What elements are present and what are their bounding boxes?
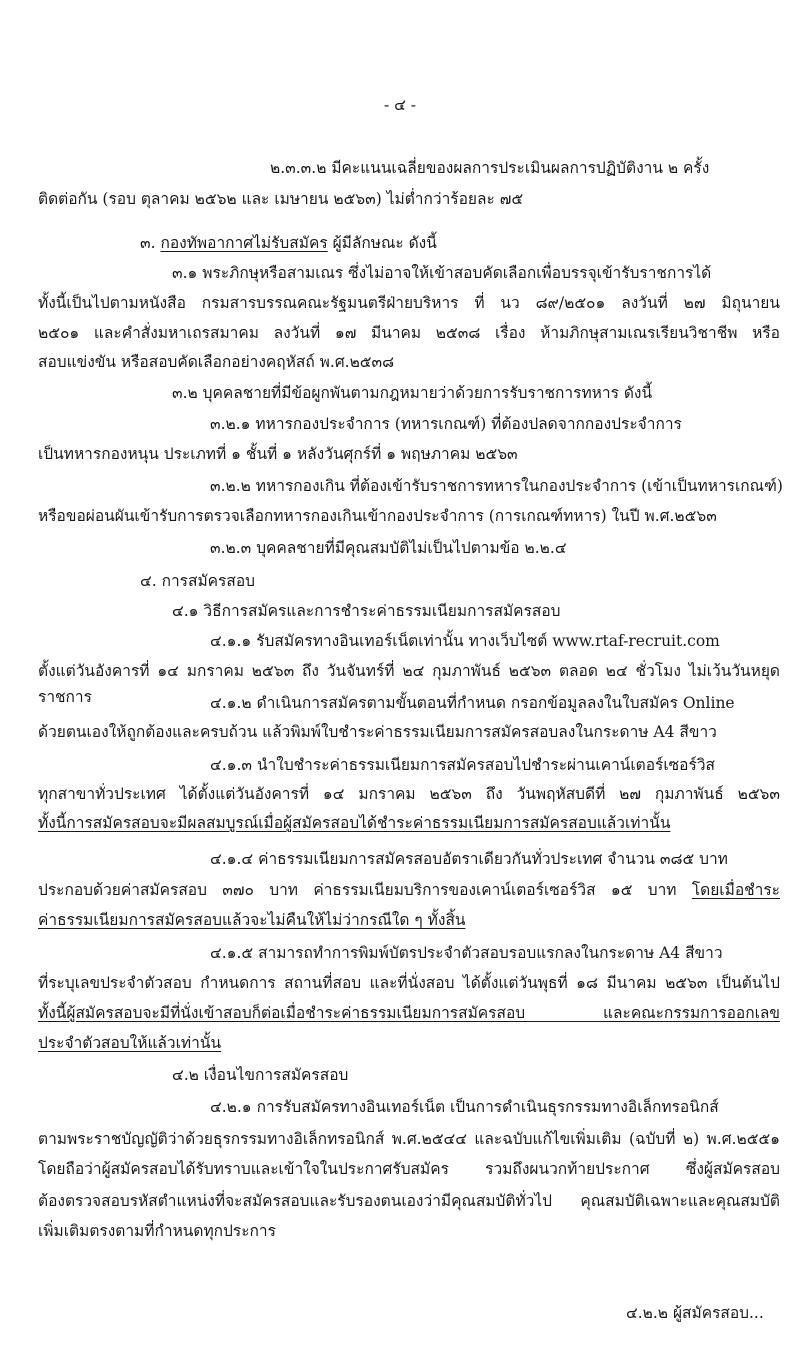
clause-3-1-line-3: ๒๕๐๑ และคำสั่งมหาเถรสมาคม ลงวันที่ ๑๗ มีนาคม ๒๕๓๘ เรื่อง ห้ามภิกษุสามเณรเรียนวิชาชีพ หรือ [38,324,780,342]
clause-4-1-2-line-2: ด้วยตนเองให้ถูกต้องและครบถ้วน แล้วพิมพ์ใบชำระค่าธรรมเนียมการสมัครสอบลงในกระดาษ A4 สีขาว [38,723,717,741]
clause-4-2-1-line-4: ต้องตรวจสอบรหัสตำแหน่งที่จะสมัครสอบและรับรองตนเองว่ามีคุณสมบัติทั่วไป คุณสมบัติเฉพาะและคุณสมบัติ [38,1192,780,1210]
continuation-marker: ๔.๒.๒ ผู้สมัครสอบ... [626,1304,764,1322]
clause-4-1-5-underlined-line-3: ทั้งนี้ผู้สมัครสอบจะมีที่นั่งเข้าสอบก็ต่อเมื่อชำระค่าธรรมเนียมการสมัครสอบ และคณะกรรมการออกเลข [38,1004,780,1022]
clause-3-2-1-line-1: ๓.๒.๑ ทหารกองประจำการ (ทหารเกณฑ์) ที่ต้องปลดจากกองประจำการ [210,415,682,433]
clause-3-2-3-line-1: ๓.๒.๓ บุคคลชายที่มีคุณสมบัติไม่เป็นไปตามข้อ ๒.๒.๔ [210,539,567,557]
clause-4-1-2-line-1: ๔.๑.๒ ดำเนินการสมัครตามขั้นตอนที่กำหนด กรอกข้อมูลลงในใบสมัคร Online [210,694,735,712]
clause-4-2-1-line-5: เพิ่มเติมตรงตามที่กำหนดทุกประการ [38,1222,276,1240]
section-3-underlined-text: กองทัพอากาศไม่รับสมัคร [160,234,328,252]
clause-3-1-line-1: ๓.๑ พระภิกษุหรือสามเณร ซึ่งไม่อาจให้เข้าสอบคัดเลือกเพื่อบรรจุเข้ารับราชการได้ [172,264,712,282]
section-3-rest: ผู้มีลักษณะ ดังนี้ [327,234,437,252]
clause-4-1-1-line-2: ตั้งแต่วันอังคารที่ ๑๔ มกราคม ๒๕๖๓ ถึง วันจันทร์ที่ ๒๔ กุมภาพันธ์ ๒๕๖๓ ตลอด ๒๔ ชั่วโมง ไม่เว้นวันหยุดราชการ [38,662,780,706]
clause-4-1-3-underlined-note: ทั้งนี้การสมัครสอบจะมีผลสมบูรณ์เมื่อผู้สมัครสอบได้ชำระค่าธรรมเนียมการสมัครสอบแล้วเท่านั้น [38,814,671,832]
section-3-heading [140,230,800,256]
clause-2-3-3-2-line-1: ๒.๓.๓.๒ มีคะแนนเฉลี่ยของผลการประเมินผลการปฏิบัติงาน ๒ ครั้ง [270,159,710,177]
clause-3-2-2-line-1: ๓.๒.๒ ทหารกองเกิน ที่ต้องเข้ารับราชการทหารในกองประจำการ (เข้าเป็นทหารเกณฑ์) [210,477,783,495]
clause-4-2-1-line-2: ตามพระราชบัญญัติว่าด้วยธุรกรรมทางอิเล็กทรอนิกส์ พ.ศ.๒๕๔๔ และฉบับแก้ไขเพิ่มเติม (ฉบับที่ ๒) พ.ศ.๒๕๕๑ [38,1130,780,1148]
clause-3-2-1-line-2: เป็นทหารกองหนุน ประเภทที่ ๑ ชั้นที่ ๑ หลังวันศุกร์ที่ ๑ พฤษภาคม ๒๕๖๓ [38,445,518,463]
clause-4-1-4-fee-text: ประกอบด้วยค่าสมัครสอบ ๓๗๐ บาท ค่าธรรมเนียมบริการของเคาน์เตอร์เซอร์วิส ๑๕ บาท [38,881,692,899]
clause-4-1-5-underlined-line-4: ประจำตัวสอบให้แล้วเท่านั้น [38,1034,222,1052]
page-number: - ๔ - [383,96,417,114]
clause-4-1-4-underlined-end: ค่าธรรมเนียมการสมัครสอบแล้วจะไม่คืนให้ไม่ว่ากรณีใด ๆ ทั้งสิ้น [38,911,466,929]
section-4-heading: ๔. การสมัครสอบ [140,572,255,590]
clause-4-1-3-line-2: ทุกสาขาทั่วประเทศ ได้ตั้งแต่วันอังคารที่ ๑๔ มกราคม ๒๕๖๓ ถึง วันพฤหัสบดีที่ ๒๗ กุมภาพันธ์ ๒๕๖๓ [38,785,780,803]
clause-4-1-4-line-1: ๔.๑.๔ ค่าธรรมเนียมการสมัครสอบอัตราเดียวกันทั่วประเทศ จำนวน ๓๘๕ บาท [210,850,728,868]
clause-4-1-5-line-2: ที่ระบุเลขประจำตัวสอบ กำหนดการ สถานที่สอบ และที่นั่งสอบ ได้ตั้งแต่วันพุธที่ ๑๘ มีนาคม ๒๕๖๓ เป็นต้นไป [38,974,780,992]
clause-3-2-line-1: ๓.๒ บุคคลชายที่มีข้อผูกพันตามกฎหมายว่าด้วยการรับราชการทหาร ดังนี้ [172,384,653,402]
clause-4-1-4-underlined-start: โดยเมื่อชำระ [691,881,780,899]
section-3-number: ๓. [140,234,161,252]
clause-3-1-line-4: สอบแข่งขัน หรือสอบคัดเลือกอย่างคฤหัสถ์ พ.ศ.๒๕๓๘ [38,353,395,371]
clause-3-1-line-2: ทั้งนี้เป็นไปตามหนังสือ กรมสารบรรณคณะรัฐมนตรีฝ่ายบริหาร ที่ นว ๘๙/๒๕๐๑ ลงวันที่ ๒๗ มิถุนายน [38,294,780,312]
clause-2-3-3-2-line-2: ติดต่อกัน (รอบ ตุลาคม ๒๕๖๒ และ เมษายน ๒๕๖๓) ไม่ต่ำกว่าร้อยละ ๗๕ [38,190,524,208]
clause-4-2-1-line-3: โดยถือว่าผู้สมัครสอบได้รับทราบและเข้าใจในประกาศรับสมัคร รวมถึงผนวกท้ายประกาศ ซึ่งผู้สมัครสอบ [38,1160,780,1178]
clause-3-2-2-line-2: หรือขอผ่อนผันเข้ารับการตรวจเลือกทหารกองเกินเข้ากองประจำการ (การเกณฑ์ทหาร) ในปี พ.ศ.๒๕๖๓ [38,507,717,525]
clause-4-1-heading: ๔.๑ วิธีการสมัครและการชำระค่าธรรมเนียมการสมัครสอบ [172,602,561,620]
clause-4-1-5-line-1: ๔.๑.๕ สามารถทำการพิมพ์บัตรประจำตัวสอบรอบแรกลงในกระดาษ A4 สีขาว [210,944,723,962]
clause-4-1-1-line-1: ๔.๑.๑ รับสมัครทางอินเทอร์เน็ตเท่านั้น ทางเว็บไซต์ www.rtaf-recruit.com [210,632,720,650]
clause-4-1-3-line-1: ๔.๑.๓ นำใบชำระค่าธรรมเนียมการสมัครสอบไปชำระผ่านเคาน์เตอร์เซอร์วิส [210,756,715,774]
clause-4-2-heading: ๔.๒ เงื่อนไขการสมัครสอบ [172,1066,349,1084]
clause-4-2-1-line-1: ๔.๒.๑ การรับสมัครทางอินเทอร์เน็ต เป็นการดำเนินธุรกรรมทางอิเล็กทรอนิกส์ [210,1098,719,1116]
clause-4-1-4-line-2 [38,877,780,903]
